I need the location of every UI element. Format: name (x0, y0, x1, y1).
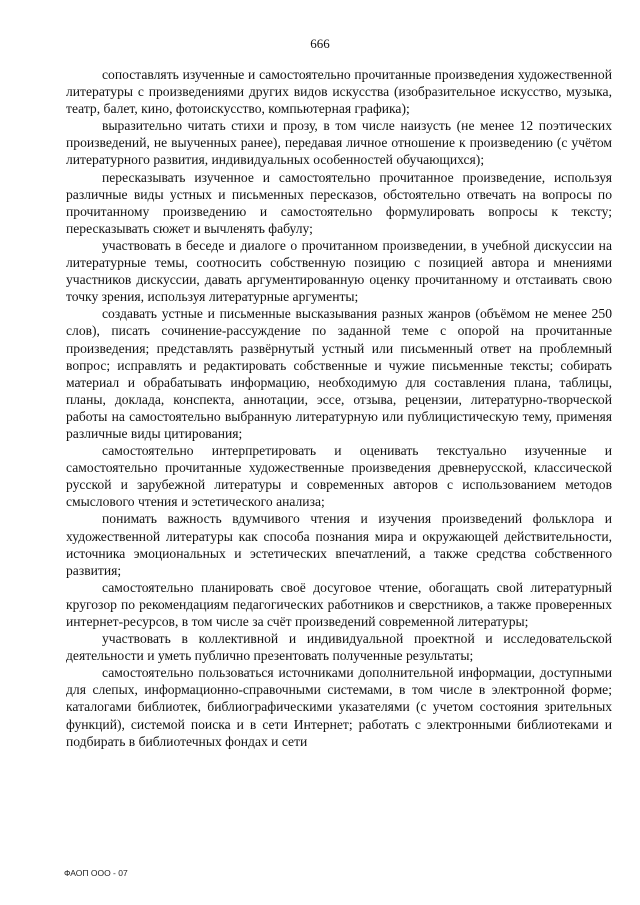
paragraph: создавать устные и письменные высказывания разных жанров (объёмом не менее 250 слов), писать сочинение-рассуждение по заданной теме с опорой на прочитанные произведения; представлять развёрнутый устный или письменный ответ на проблемный вопрос; исправлять и редактировать собственные и чужие письменные тексты; собирать материал и обрабатывать информацию, необходимую для составления плана, таблицы, планы, доклада, конспекта, аннотации, эссе, отзыва, рецензии, литературно-творческой работы на самостоятельно выбранную литературную или публицистическую тему, применяя различные виды цитирования; (66, 306, 612, 441)
paragraph: участвовать в беседе и диалоге о прочитанном произведении, в учебной дискуссии на литературные темы, соотносить собственную позицию с позицией автора и мнениями участников дискуссии, давать аргументированную оценку прочитанному и отстаивать свою точку зрения, используя литературные аргументы; (66, 237, 612, 305)
page-number: 666 (310, 36, 330, 51)
paragraph: самостоятельно пользоваться источниками дополнительной информации, доступными для слепых, информационно-справочными системами, в том числе в электронной форме; каталогами библиотек, библиографическими указателями (с учетом состояния зрительных функций), системой поиска и в сети Интернет; работать с электронными библиотеками и подбирать в библиотечных фондах и сети (66, 665, 612, 749)
footer-label: ФАОП ООО - 07 (64, 868, 128, 878)
paragraph: сопоставлять изученные и самостоятельно прочитанные произведения художественной литературы с произведениями других видов искусства (изобразительное искусство, музыка, театр, балет, кино, фотоискусство, компьютерная графика); (66, 67, 612, 117)
paragraph: самостоятельно планировать своё досуговое чтение, обогащать свой литературный кругозор по рекомендациям педагогических работников и сверстников, а также проверенных интернет-ресурсов, в том числе за счёт произведений современной литературы; (66, 579, 612, 629)
paragraph: самостоятельно интерпретировать и оценивать текстуально изученные и самостоятельно прочитанные художественные произведения древнерусской, классической русской и зарубежной литературы и современных авторов с использованием методов смыслового чтения и эстетического анализа; (66, 443, 612, 510)
document-body (66, 66, 612, 750)
paragraph: участвовать в коллективной и индивидуальной проектной и исследовательской деятельности и уметь публично презентовать полученные результаты; (66, 631, 612, 664)
paragraph: выразительно читать стихи и прозу, в том числе наизусть (не менее 12 поэтических произведений, не выученных ранее), передавая личное отношение к произведению (с учётом литературного развития, индивидуальных особенностей обучающихся); (66, 118, 612, 168)
paragraph: понимать важность вдумчивого чтения и изучения произведений фольклора и художественной литературы как способа познания мира и окружающей действительности, источника эмоциональных и эстетических впечатлений, а также средства собственного развития; (66, 511, 612, 578)
paragraph: пересказывать изученное и самостоятельно прочитанное произведение, используя различные виды устных и письменных пересказов, обстоятельно отвечать на вопросы по прочитанному произведению и самостоятельно формулировать вопросы к тексту; пересказывать сюжет и вычленять фабулу; (66, 169, 612, 236)
